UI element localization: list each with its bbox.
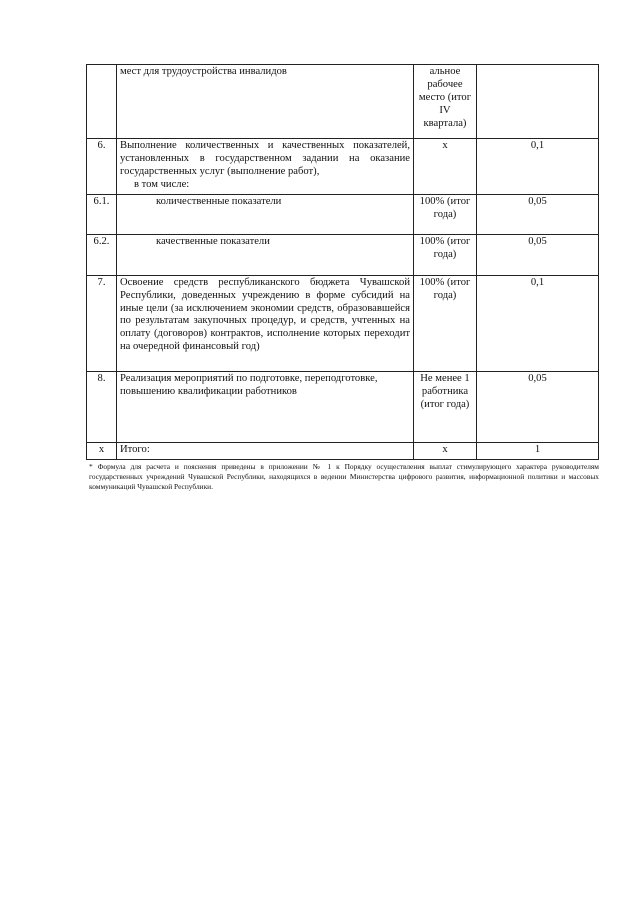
footnote: * Формула для расчета и пояснения приведены в приложении № 1 к Порядку осуществления выплат стимулирующего характера руководителям государственных учреждений Чувашской Республики, находящихся в ведении Министерства цифрового развития, информационной политики и массовых коммуникаций Чувашской Республики. xyxy=(89,461,599,491)
row-weight xyxy=(477,65,599,139)
row-weight: 0,05 xyxy=(477,194,599,234)
row-value: х xyxy=(414,139,477,195)
row-value: альное рабочее место (итог IV квартала) xyxy=(414,65,477,139)
row-description: мест для трудоустройства инвалидов xyxy=(117,65,414,139)
table-row xyxy=(87,371,599,442)
row-number: 6.2. xyxy=(87,234,117,275)
row-description xyxy=(117,194,414,234)
row-description: Реализация мероприятий по подготовке, переподготовке, повышению квалификации работников xyxy=(117,371,414,442)
table-row xyxy=(87,139,599,195)
table-row xyxy=(87,275,599,371)
row-description xyxy=(117,234,414,275)
row-value: 100% (итог года) xyxy=(414,275,477,371)
table-row xyxy=(87,194,599,234)
row-description: Освоение средств республиканского бюджета Чувашской Республики, доведенных учреждению в форме субсидий на иные цели (за исключением экономии средств, образовавшейся по результатам закупочных процедур, и средств, учтенных на оплату (договоров) контрактов, исполнение которых переходит на очередной финансовый год) xyxy=(117,275,414,371)
row-value: х xyxy=(414,442,477,459)
row-description-text: количественные показатели xyxy=(156,195,282,207)
table-row xyxy=(87,65,599,139)
row-weight: 0,1 xyxy=(477,139,599,195)
row-value: Не менее 1 работника (итог года) xyxy=(414,371,477,442)
row-weight: 1 xyxy=(477,442,599,459)
row-number: 7. xyxy=(87,275,117,371)
table-row xyxy=(87,442,599,459)
row-description xyxy=(117,139,414,195)
table-row xyxy=(87,234,599,275)
indicators-table xyxy=(86,64,599,460)
row-number xyxy=(87,65,117,139)
row-description: Итого: xyxy=(117,442,414,459)
row-value: 100% (итог года) xyxy=(414,234,477,275)
row-weight: 0,1 xyxy=(477,275,599,371)
document-sheet xyxy=(86,64,599,492)
row-value: 100% (итог года) xyxy=(414,194,477,234)
row-weight: 0,05 xyxy=(477,371,599,442)
row-number: 6. xyxy=(87,139,117,195)
row-number: х xyxy=(87,442,117,459)
row-number: 8. xyxy=(87,371,117,442)
row-description-text: качественные показатели xyxy=(156,235,270,247)
row-number: 6.1. xyxy=(87,194,117,234)
row-description-text: Выполнение количественных и качественных показателей, установленных в государственном задании на оказание государственных услуг (выполнение работ), xyxy=(120,140,410,177)
row-weight: 0,05 xyxy=(477,234,599,275)
row-description-subtext: в том числе: xyxy=(134,178,190,190)
